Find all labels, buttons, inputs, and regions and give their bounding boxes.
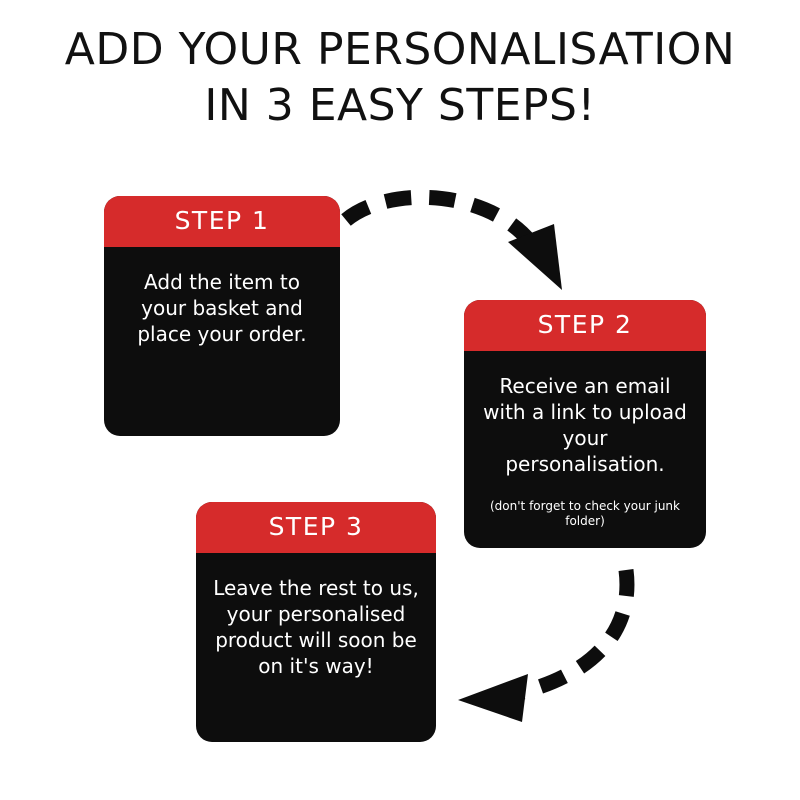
step-card-3 — [196, 502, 436, 742]
step-3-body: Leave the rest to us, your personalised product will soon be on it's way! — [213, 576, 419, 678]
arrow-step2-to-step3-icon — [452, 562, 652, 722]
step-card-1 — [104, 196, 340, 436]
step-1-title: STEP 1 — [104, 196, 340, 247]
page-title-line-1: ADD YOUR PERSONALISATION — [64, 24, 736, 75]
page-title-line-2: IN 3 EASY STEPS! — [204, 80, 596, 131]
page-title — [0, 22, 800, 134]
step-3-title: STEP 3 — [196, 502, 436, 553]
step-2-note: (don't forget to check your junk folder) — [490, 499, 680, 528]
step-card-2 — [464, 300, 706, 548]
step-2-title: STEP 2 — [464, 300, 706, 351]
step-2-body: Receive an email with a link to upload your personalisation. — [483, 374, 687, 476]
arrow-step1-to-step2-icon — [340, 186, 590, 296]
step-1-body: Add the item to your basket and place your order. — [137, 270, 307, 346]
